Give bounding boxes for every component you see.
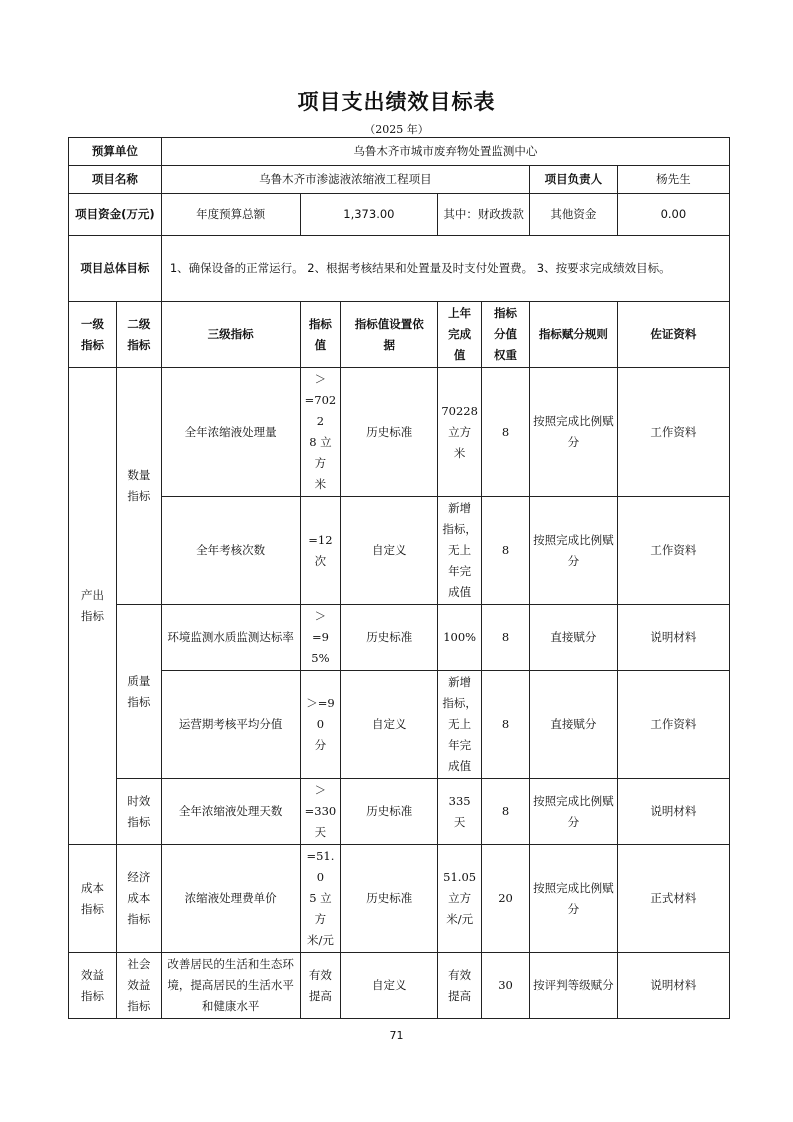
last-year-cell: 有效 提高: [438, 953, 482, 1019]
overall-goal-value: 1、确保设备的正常运行。 2、根据考核结果和处置量及时支付处置费。 3、按要求完成绩效目标。: [161, 236, 729, 302]
table-row: [69, 779, 730, 845]
value-cell: ＞ =7022 8 立方 米: [300, 368, 341, 497]
subgroup-timeliness: 时效 指标: [116, 779, 161, 845]
year-label: （2025 年）: [364, 123, 429, 136]
evidence-cell: 工作资料: [617, 368, 729, 497]
evidence-cell: 说明材料: [617, 605, 729, 671]
indicator-cell: 浓缩液处理费单价: [161, 845, 300, 953]
basis-cell: 历史标准: [341, 845, 438, 953]
last-year-cell: 100%: [438, 605, 482, 671]
value-cell: =51.0 5 立方 米/元: [300, 845, 341, 953]
basis-cell: 历史标准: [341, 605, 438, 671]
col-header-level3: 三级指标: [161, 302, 300, 368]
indicator-cell: 环境监测水质监测达标率: [161, 605, 300, 671]
evidence-cell: 说明材料: [617, 953, 729, 1019]
basis-cell: 历史标准: [341, 779, 438, 845]
table-row: [69, 845, 730, 953]
col-header-level1: 一级 指标: [69, 302, 117, 368]
weight-cell: 8: [482, 671, 530, 779]
col-header-weight: 指标 分值 权重: [482, 302, 530, 368]
annual-budget-value: 1,373.00: [300, 194, 438, 236]
indicator-cell: 全年考核次数: [161, 497, 300, 605]
group-output: 产出 指标: [69, 368, 117, 845]
basis-cell: 自定义: [341, 497, 438, 605]
weight-cell: 8: [482, 605, 530, 671]
last-year-cell: 335 天: [438, 779, 482, 845]
weight-cell: 8: [482, 497, 530, 605]
value-cell: =12 次: [300, 497, 341, 605]
budget-unit-value: 乌鲁木齐市城市废弃物处置监测中心: [161, 138, 729, 166]
rule-cell: 按照完成比例赋 分: [530, 845, 618, 953]
project-leader-value: 杨先生: [617, 166, 729, 194]
performance-table: [68, 137, 730, 1019]
indicator-cell: 全年浓缩液处理量: [161, 368, 300, 497]
indicator-cell: 改善居民的生活和生态环 境，提高居民的生活水平 和健康水平: [161, 953, 300, 1019]
project-leader-label: 项目负责人: [530, 166, 618, 194]
col-header-rule: 指标赋分规则: [530, 302, 618, 368]
indicator-cell: 运营期考核平均分值: [161, 671, 300, 779]
weight-cell: 20: [482, 845, 530, 953]
subgroup-social-benefit: 社会 效益 指标: [116, 953, 161, 1019]
rule-cell: 按照完成比例赋 分: [530, 497, 618, 605]
value-cell: ＞=90 分: [300, 671, 341, 779]
basis-cell: 自定义: [341, 671, 438, 779]
weight-cell: 8: [482, 368, 530, 497]
rule-cell: 直接赋分: [530, 671, 618, 779]
page-title: 项目支出绩效目标表: [297, 90, 496, 114]
group-cost: 成本 指标: [69, 845, 117, 953]
col-header-level2: 二级 指标: [116, 302, 161, 368]
rule-cell: 直接赋分: [530, 605, 618, 671]
indicator-cell: 全年浓缩液处理天数: [161, 779, 300, 845]
subgroup-economic-cost: 经济 成本 指标: [116, 845, 161, 953]
evidence-cell: 工作资料: [617, 497, 729, 605]
col-header-value: 指标 值: [300, 302, 341, 368]
evidence-cell: 工作资料: [617, 671, 729, 779]
group-benefit: 效益 指标: [69, 953, 117, 1019]
project-name-label: 项目名称: [69, 166, 162, 194]
col-header-evidence: 佐证资料: [617, 302, 729, 368]
project-name-value: 乌鲁木齐市渗滤液浓缩液工程项目: [161, 166, 529, 194]
col-header-basis: 指标值设置依 据: [341, 302, 438, 368]
table-row: [69, 953, 730, 1019]
other-funds-label: 其他资金: [530, 194, 618, 236]
fiscal-label: 其中：财政拨款: [438, 194, 530, 236]
table-row: [69, 368, 730, 497]
last-year-cell: 70228 立方 米: [438, 368, 482, 497]
value-cell: 有效 提高: [300, 953, 341, 1019]
funds-label: 项目资金(万元): [69, 194, 162, 236]
last-year-cell: 新增 指标， 无上 年完 成值: [438, 497, 482, 605]
value-cell: ＞ =330 天: [300, 779, 341, 845]
budget-unit-label: 预算单位: [69, 138, 162, 166]
rule-cell: 按照完成比例赋 分: [530, 368, 618, 497]
evidence-cell: 正式材料: [617, 845, 729, 953]
table-row: [69, 671, 730, 779]
subgroup-quantity: 数量 指标: [116, 368, 161, 605]
col-header-last-year: 上年 完成 值: [438, 302, 482, 368]
last-year-cell: 新增 指标， 无上 年完 成值: [438, 671, 482, 779]
subgroup-quality: 质量 指标: [116, 605, 161, 779]
page-number: 71: [389, 1029, 404, 1042]
overall-goal-label: 项目总体目标: [69, 236, 162, 302]
weight-cell: 8: [482, 779, 530, 845]
last-year-cell: 51.05 立方 米/元: [438, 845, 482, 953]
weight-cell: 30: [482, 953, 530, 1019]
evidence-cell: 说明材料: [617, 779, 729, 845]
value-cell: ＞ =95%: [300, 605, 341, 671]
other-funds-value: 0.00: [617, 194, 729, 236]
rule-cell: 按照完成比例赋 分: [530, 779, 618, 845]
basis-cell: 自定义: [341, 953, 438, 1019]
annual-budget-label: 年度预算总额: [161, 194, 300, 236]
table-row: [69, 497, 730, 605]
table-row: [69, 605, 730, 671]
rule-cell: 按评判等级赋分: [530, 953, 618, 1019]
basis-cell: 历史标准: [341, 368, 438, 497]
